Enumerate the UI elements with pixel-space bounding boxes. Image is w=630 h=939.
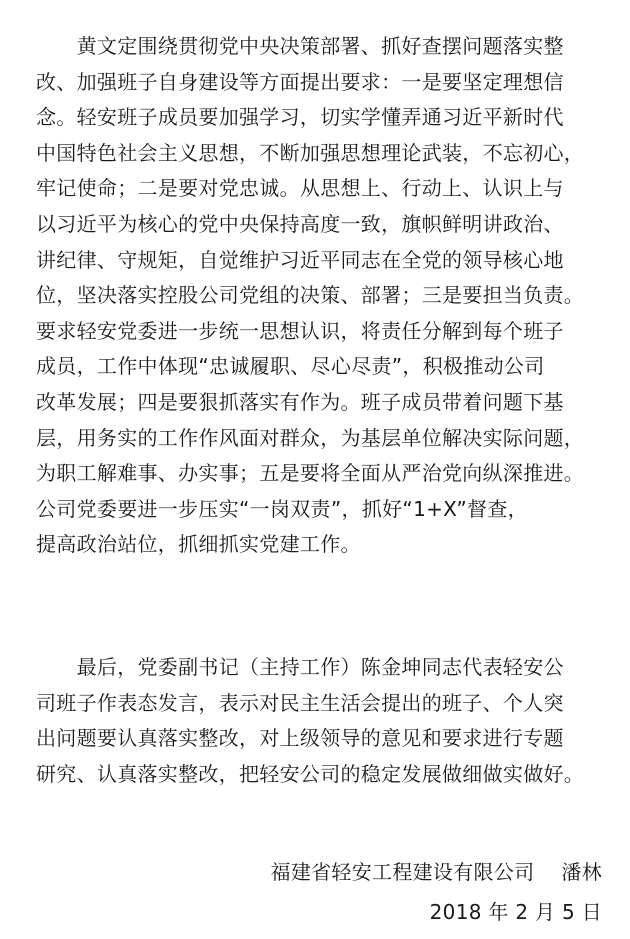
signature-date: 2018 年 2 月 5 日 <box>429 900 602 924</box>
body-paragraph-requirements: 黄文定围绕贯彻党中央决策部署、抓好查摆问题落实整 改、加强班子自身建设等方面提出要求：一是要坚定理想信 念。轻安班子成员要加强学习，切实学懂弄通习近平新时代 中国特色社会主义思想，不断加强思想理论武装，不忘初心， 牢记使命；二是要对党忠诚。从思想上、行动上、认识上与 以习近平为核心的党中央保持高度一致，旗帜鲜明讲政治、 讲纪律、守规矩，自觉维护习近平同志在全党的领导核心地 位，坚决落实控股公司党组的决策、部署；三是要担当负责。 要求轻安党委进一步统一思想认识，将责任分解到每个班子 成员，工作中体现“忠诚履职、尽心尽责”，积极推动公司 改革发展；四是要狠抓落实有作为。班子成员带着问题下基 层，用务实的工作作风面对群众，为基层单位解决实际问题， 为职工解难事、办实事；五是要将全面从严治党向纵深推进。 公司党委要进一步压实“一岗双责”，抓好“1+X”督查， 提高政治站位，抓细抓实党建工作。 <box>36 34 585 557</box>
signature-organization: 福建省轻安工程建设有限公司 潘林 <box>270 860 602 884</box>
body-paragraph-closing: 最后，党委副书记（主持工作）陈金坤同志代表轻安公 司班子作表态发言，表示对民主生活会提出的班子、个人突 出问题要认真落实整改，对上级领导的意见和要求进行专题 研究、认真落实整改，把轻安公司的稳定发展做细做实做好。 <box>36 655 585 786</box>
